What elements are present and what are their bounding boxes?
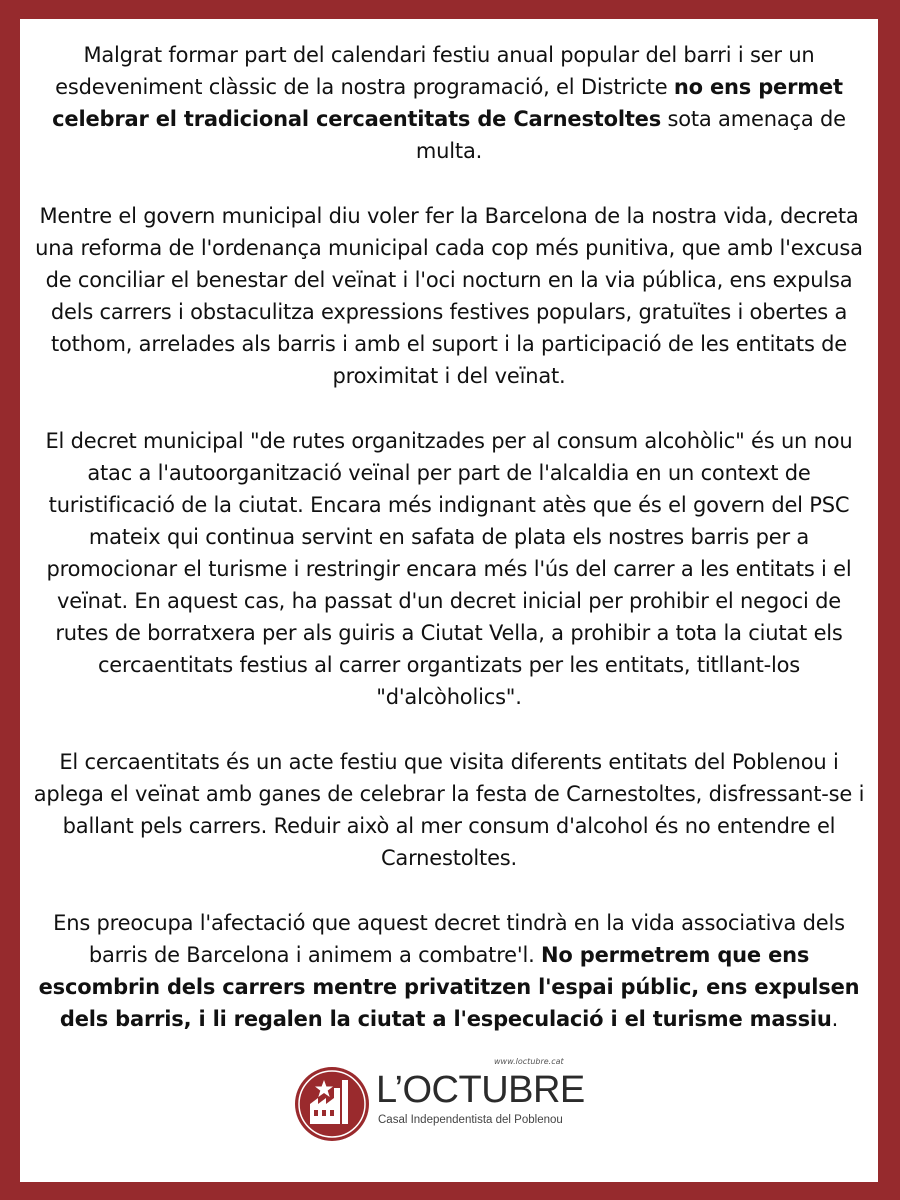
- logo-title: L’OCTUBRE: [376, 1069, 585, 1111]
- paragraph-5-text: Ens preocupa l'afectació que aquest decret tindrà en la vida associativa dels barris de Barcelona i animem a combatre'l.: [53, 911, 845, 967]
- paragraph-2: [28, 200, 870, 392]
- body-text: [28, 39, 870, 1035]
- paragraph-5-text-end: .: [831, 1007, 839, 1031]
- logo-subtitle: Casal Independentista del Poblenou: [378, 1114, 563, 1126]
- paragraph-1-text: Malgrat formar part del calendari festiu anual popular del barri i ser un esdeveniment clàssic de la nostra programació, el Districte: [55, 43, 815, 99]
- document-page: [20, 19, 878, 1182]
- paragraph-1-bold: no ens permet celebrar el tradicional cercaentitats de Carnestoltes: [52, 75, 843, 131]
- paragraph-4-text: El cercaentitats és un acte festiu que visita diferents entitats del Poblenou i aplega el veïnat amb ganes de celebrar la festa de Carnestoltes, disfressant-se i ballant pels carrers. Reduir això al mer consum d'alcohol és no entendre el Carnestoltes.: [33, 750, 865, 870]
- paragraph-5: [28, 907, 870, 1035]
- logo-url: www.loctubre.cat: [494, 1057, 564, 1066]
- paragraph-3: [28, 425, 870, 713]
- paragraph-4: [28, 746, 870, 874]
- star-factory-icon: [294, 1066, 370, 1142]
- organization-logo: [294, 1056, 585, 1156]
- paragraph-1: [28, 39, 870, 167]
- paragraph-1-text-end: sota amenaça de multa.: [415, 107, 846, 163]
- paragraph-2-text: Mentre el govern municipal diu voler fer la Barcelona de la nostra vida, decreta una reforma de l'ordenança municipal cada cop més punitiva, que amb l'excusa de conciliar el benestar del veïnat i l'oci nocturn en la via pública, ens expulsa dels carrers i obstaculitza expressions festives populars, gratuïtes i obertes a tothom, arrelades als barris i amb el suport i la participació de les entitats de proximitat i del veïnat.: [35, 204, 863, 388]
- paragraph-5-bold: No permetrem que ens escombrin dels carrers mentre privatitzen l'espai públic, ens expulsen dels barris, i li regalen la ciutat a l'especulació i el turisme massiu: [38, 943, 860, 1031]
- paragraph-3-text: El decret municipal "de rutes organitzades per al consum alcohòlic" és un nou atac a l'autoorganització veïnal per part de l'alcaldia en un context de turistificació de la ciutat. Encara més indignant atès que és el govern del PSC mateix qui continua servint en safata de plata els nostres barris per a promocionar el turisme i restringir encara més l'ús del carrer a les entitats i el veïnat. En aquest cas, ha passat d'un decret inicial per prohibir el negoci de rutes de borratxera per als guiris a Ciutat Vella, a prohibir a tota la ciutat els cercaentitats festius al carrer organtizats per les entitats, titllant-los "d'alcòholics".: [45, 429, 853, 709]
